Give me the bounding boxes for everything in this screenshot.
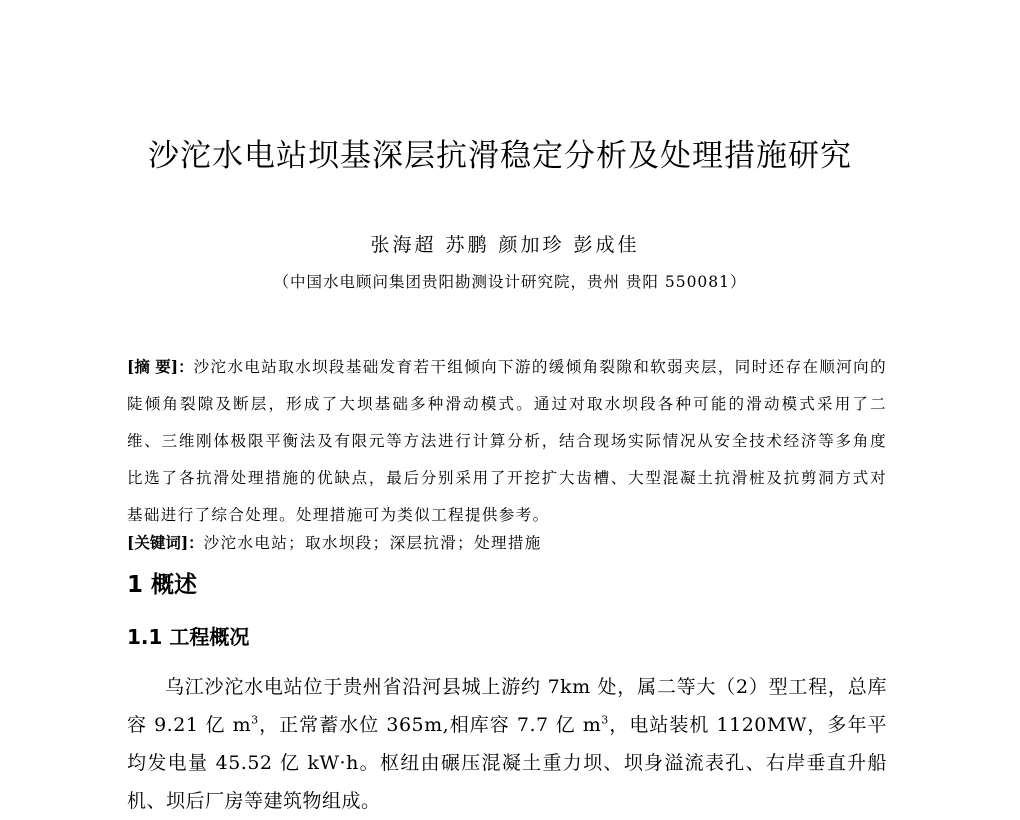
superscript-3-a: 3 — [251, 713, 259, 727]
body-text-part-b: ，正常蓄水位 365m,相库容 7.7 亿 m — [258, 714, 602, 736]
abstract-text: 沙沱水电站取水坝段基础发育若干组倾向下游的缓倾角裂隙和软弱夹层，同时还存在顺河向的陡倾角裂隙及断层，形成了大坝基础多种滑动模式。通过对取水坝段各种可能的滑动模式采用了二维、三维刚体极限平衡法及有限元等方法进行计算分析，结合现场实际情况从安全技术经济等多角度比选了各抗滑处理措施的优缺点，最后分别采用了开挖扩大齿槽、大型混凝土抗滑桩及抗剪洞方式对基础进行了综合处理。处理措施可为类似工程提供参考。 — [127, 358, 887, 524]
keywords-text: 沙沱水电站；取水坝段；深层抗滑；处理措施 — [203, 534, 542, 552]
abstract-label: [摘 要]： — [127, 357, 194, 376]
body-text-part-a: 乌江沙沱水电站位于贵州省沿河县城上游约 7km 处，属二等大（2）型工程，总库容 9.21 亿 m — [127, 676, 887, 736]
author-list: 张海超 苏鹏 颜加珍 彭成佳 — [370, 234, 640, 256]
keywords-label: [关键词]： — [127, 533, 204, 552]
section-heading-overview: 1 概述 — [127, 572, 198, 598]
abstract — [127, 348, 887, 534]
body-paragraph — [127, 668, 887, 820]
keywords — [127, 531, 887, 553]
body-text-part-c: ，电站装机 1120MW，多年平均发电量 45.52 亿 kW·h。枢纽由碾压混凝土重力坝、坝身溢流表孔、右岸垂直升船机、坝后厂房等建筑物组成。 — [127, 714, 887, 812]
author-affiliation: （中国水电顾问集团贵阳勘测设计研究院，贵州 贵阳 550081） — [273, 273, 747, 291]
paper-title: 沙沱水电站坝基深层抗滑稳定分析及处理措施研究 — [148, 138, 852, 174]
subsection-heading-project-overview: 1.1 工程概况 — [127, 625, 250, 649]
superscript-3-b: 3 — [601, 713, 609, 727]
